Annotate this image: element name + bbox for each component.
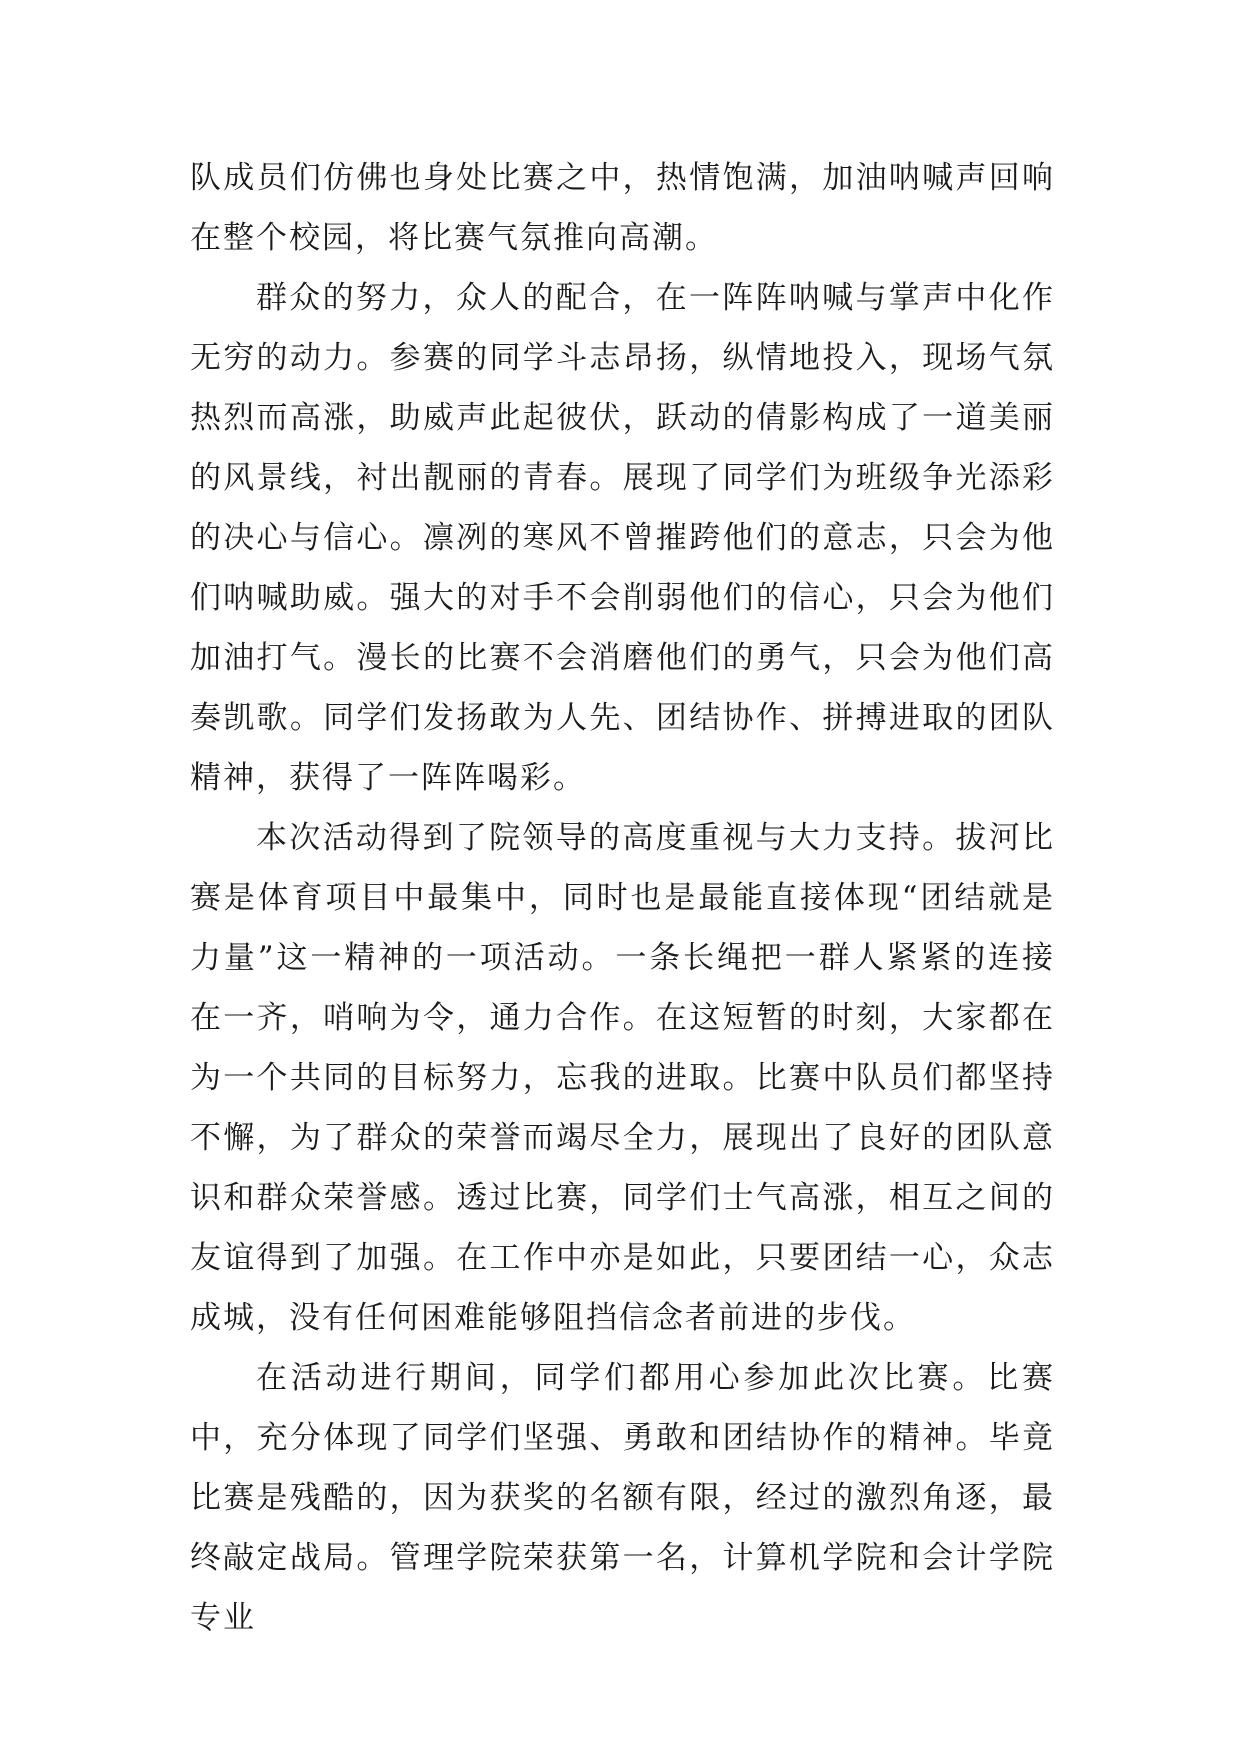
paragraph-teamwork: 群众的努力，众人的配合，在一阵阵呐喊与掌声中化作无穷的动力。参赛的同学斗志昂扬，纵情地投入，现场气氛热烈而高涨，助威声此起彼伏，跃动的倩影构成了一道美丽的风景线，衬出靓丽的青春。展现了同学们为班级争光添彩的决心与信心。凛冽的寒风不曾摧跨他们的意志，只会为他们呐喊助威。强大的对手不会削弱他们的信心，只会为他们加油打气。漫长的比赛不会消磨他们的勇气，只会为他们高奏凯歌。同学们发扬敢为人先、团结协作、拼搏进取的团队精神，获得了一阵阵喝彩。	[190, 280, 1055, 796]
document-body	[190, 148, 1055, 1648]
paragraph-continued: 队成员们仿佛也身处比赛之中，热情饱满，加油呐喊声回响在整个校园，将比赛气氛推向高潮。	[190, 160, 1055, 256]
paragraph-results: 在活动进行期间，同学们都用心参加此次比赛。比赛中，充分体现了同学们坚强、勇敢和团结协作的精神。毕竟比赛是残酷的，因为获奖的名额有限，经过的激烈角逐，最终敲定战局。管理学院荣获第一名，计算机学院和会计学院专业	[190, 1360, 1055, 1636]
paragraph-tug-of-war: 本次活动得到了院领导的高度重视与大力支持。拔河比赛是体育项目中最集中，同时也是最能直接体现“团结就是力量”这一精神的一项活动。一条长绳把一群人紧紧的连接在一齐，哨响为令，通力合作。在这短暂的时刻，大家都在为一个共同的目标努力，忘我的进取。比赛中队员们都坚持不懈，为了群众的荣誉而竭尽全力，展现出了良好的团队意识和群众荣誉感。透过比赛，同学们士气高涨，相互之间的友谊得到了加强。在工作中亦是如此，只要团结一心，众志成城，没有任何困难能够阻挡信念者前进的步伐。	[190, 820, 1055, 1336]
